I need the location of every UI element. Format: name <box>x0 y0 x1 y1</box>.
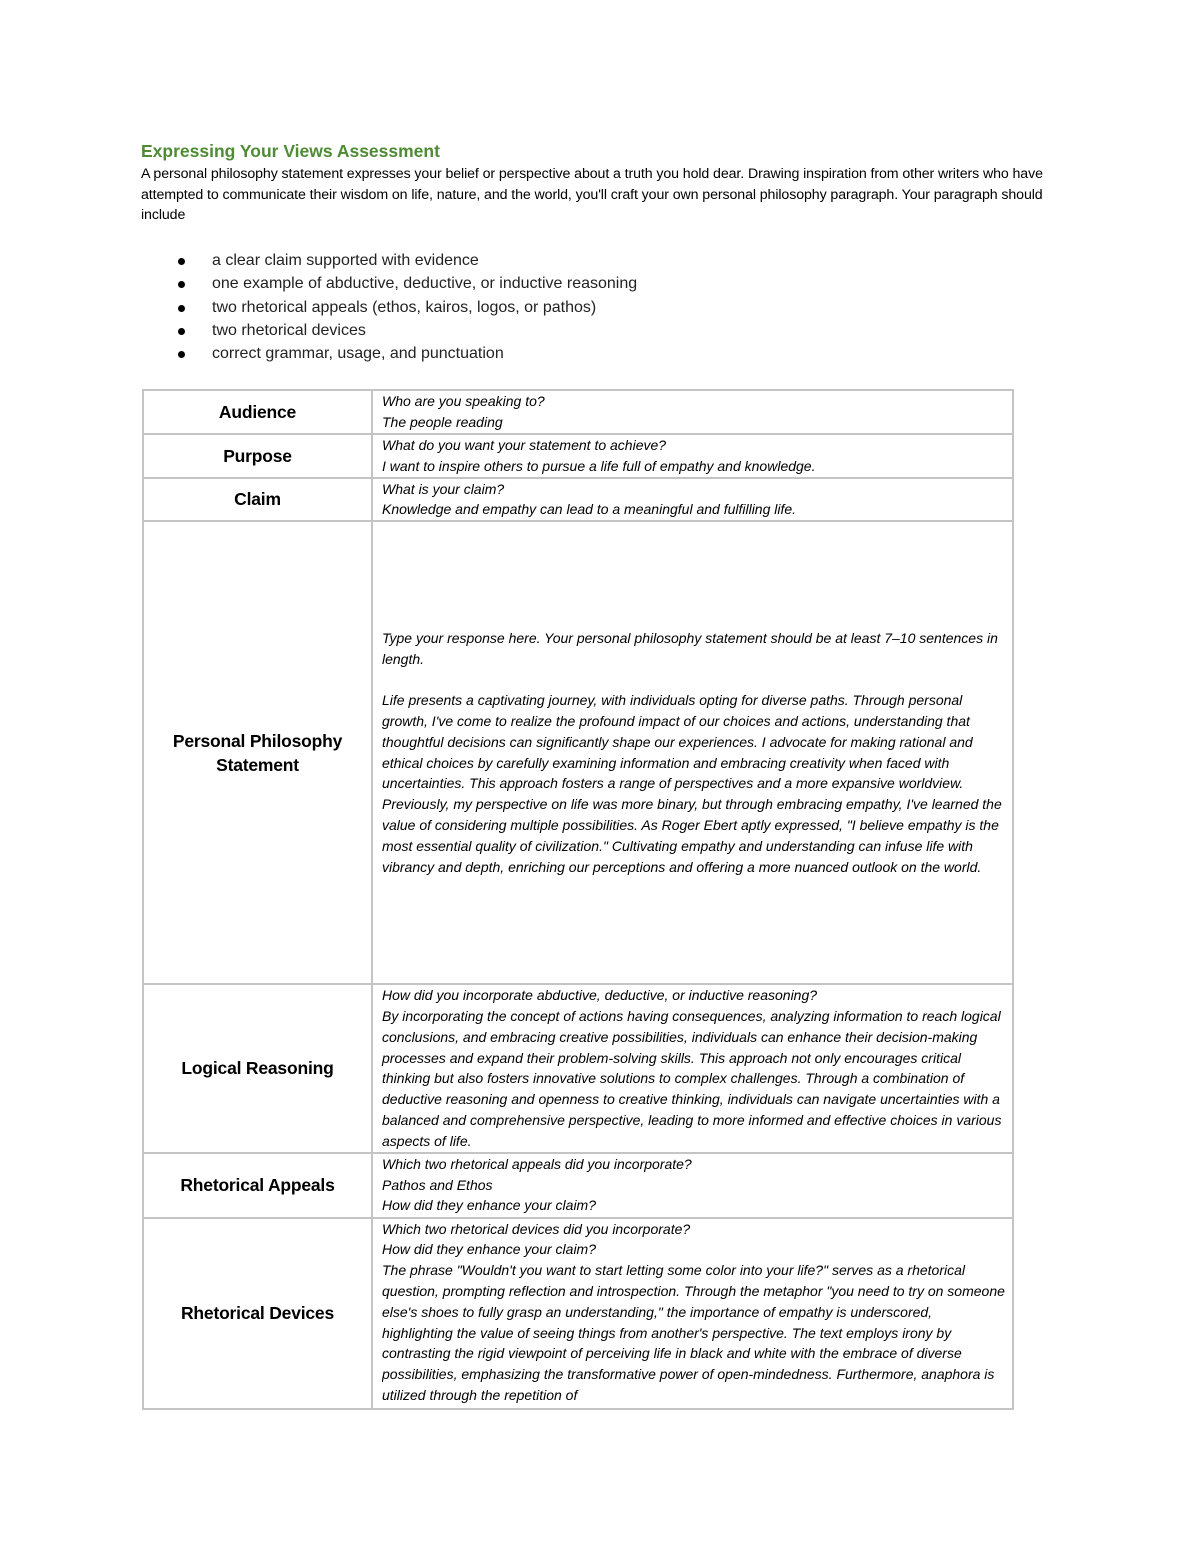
claim-cell[interactable] <box>372 478 1013 522</box>
table-row-audience <box>143 390 1013 434</box>
intro-paragraph: A personal philosophy statement expresses your belief or perspective about a truth you hold dear. Drawing inspiration from other writers who have attempted to communicate their wisdom on life, nature, and the world, you'll craft your own personal philosophy paragraph. Your paragraph should include <box>141 166 1043 223</box>
bullet-icon <box>178 258 185 265</box>
list-item: a clear claim supported with evidence <box>141 249 637 272</box>
bullet-icon <box>178 281 185 288</box>
list-item: two rhetorical appeals (ethos, kairos, logos, or pathos) <box>141 296 637 319</box>
claim-answer: Knowledge and empathy can lead to a meaningful and fulfilling life. <box>382 501 797 518</box>
list-item: correct grammar, usage, and punctuation <box>141 342 637 365</box>
statement-answer: Life presents a captivating journey, with individuals opting for diverse paths. Through personal growth, I've come to realize the profound impact of our choices and actions, understanding that thoughtful decisions can significantly shape our experiences. I advocate for making rational and ethical choices by carefully examining information and embracing creativity when faced with uncertainties. This approach fosters a range of perspectives and a more expansive worldview. Previously, my perspective on life was more binary, but through embracing empathy, I've learned the value of considering multiple possibilities. As Roger Ebert aptly expressed, "I believe empathy is the most essential quality of civilization." Cultivating empathy and understanding can infuse life with vibrancy and depth, enriching our perceptions and offering a more nuanced outlook on the world. <box>382 692 1002 875</box>
audience-cell[interactable] <box>372 390 1013 434</box>
audience-label: Audience <box>143 390 372 434</box>
appeals-prompt-2: How did they enhance your claim? <box>382 1197 597 1214</box>
table-row-claim <box>143 478 1013 522</box>
purpose-label: Purpose <box>143 434 372 478</box>
devices-cell[interactable] <box>372 1218 1013 1409</box>
appeals-answer: Pathos and Ethos <box>382 1176 493 1193</box>
statement-label: Personal Philosophy Statement <box>143 521 372 984</box>
devices-prompt-2: How did they enhance your claim? <box>382 1241 597 1258</box>
logical-label: Logical Reasoning <box>143 984 372 1152</box>
requirements-list <box>141 249 637 365</box>
bullet-icon <box>178 305 185 312</box>
response-table <box>142 389 1014 1410</box>
devices-content <box>382 1219 1006 1408</box>
statement-prompt: Type your response here. Your personal philosophy statement should be at least 7–10 sentences in length. <box>382 629 998 667</box>
purpose-cell[interactable] <box>372 434 1013 478</box>
logical-cell[interactable] <box>372 984 1013 1152</box>
bullet-icon <box>178 328 185 335</box>
statement-cell[interactable] <box>372 521 1013 984</box>
page-title: Expressing Your Views Assessment <box>141 141 440 161</box>
logical-answer: By incorporating the concept of actions having consequences, analyzing information to reach logical conclusions, and embracing creative possibilities, individuals can enhance their decision-making processes and expand their problem-solving skills. This approach not only encourages critical thinking but also fosters innovative solutions to complex challenges. Through a combination of deductive reasoning and openness to creative thinking, individuals can navigate uncertainties with a balanced and comprehensive perspective, leading to more informed and effective choices in various aspects of life. <box>382 1007 1002 1149</box>
appeals-prompt: Which two rhetorical appeals did you incorporate? <box>382 1155 692 1172</box>
devices-answer: The phrase "Wouldn't you want to start letting some color into your life?" serves as a rhetorical question, prompting reflection and introspection. Through the metaphor "you need to try on someone else's shoes to fully grasp an understanding," the importance of empathy is underscored, highlighting the value of seeing things from another's perspective. The text employs irony by contrasting the rigid viewpoint of perceiving life in black and white with the embrace of diverse possibilities, emphasizing the transformative power of open-mindedness. Furthermore, anaphora is utilized through the repetition of <box>382 1262 1005 1403</box>
table-row-logical <box>143 984 1013 1152</box>
audience-answer: The people reading <box>382 414 503 430</box>
purpose-prompt: What do you want your statement to achieve? <box>382 437 667 453</box>
list-item: one example of abductive, deductive, or inductive reasoning <box>141 272 637 295</box>
purpose-answer: I want to inspire others to pursue a life full of empathy and knowledge. <box>382 457 816 474</box>
list-item: two rhetorical devices <box>141 319 637 342</box>
claim-prompt: What is your claim? <box>382 480 505 497</box>
table-row-appeals <box>143 1153 1013 1218</box>
appeals-label: Rhetorical Appeals <box>143 1153 372 1218</box>
spacer <box>382 670 1006 691</box>
devices-prompt: Which two rhetorical devices did you incorporate? <box>382 1220 691 1237</box>
appeals-cell[interactable] <box>372 1153 1013 1218</box>
table-row-purpose <box>143 434 1013 478</box>
bullet-icon <box>178 351 185 358</box>
logical-prompt: How did you incorporate abductive, deductive, or inductive reasoning? <box>382 987 818 1004</box>
devices-label: Rhetorical Devices <box>143 1218 372 1409</box>
table-row-statement <box>143 521 1013 984</box>
claim-label: Claim <box>143 478 372 522</box>
table-row-devices <box>143 1218 1013 1409</box>
audience-prompt: Who are you speaking to? <box>382 393 545 410</box>
